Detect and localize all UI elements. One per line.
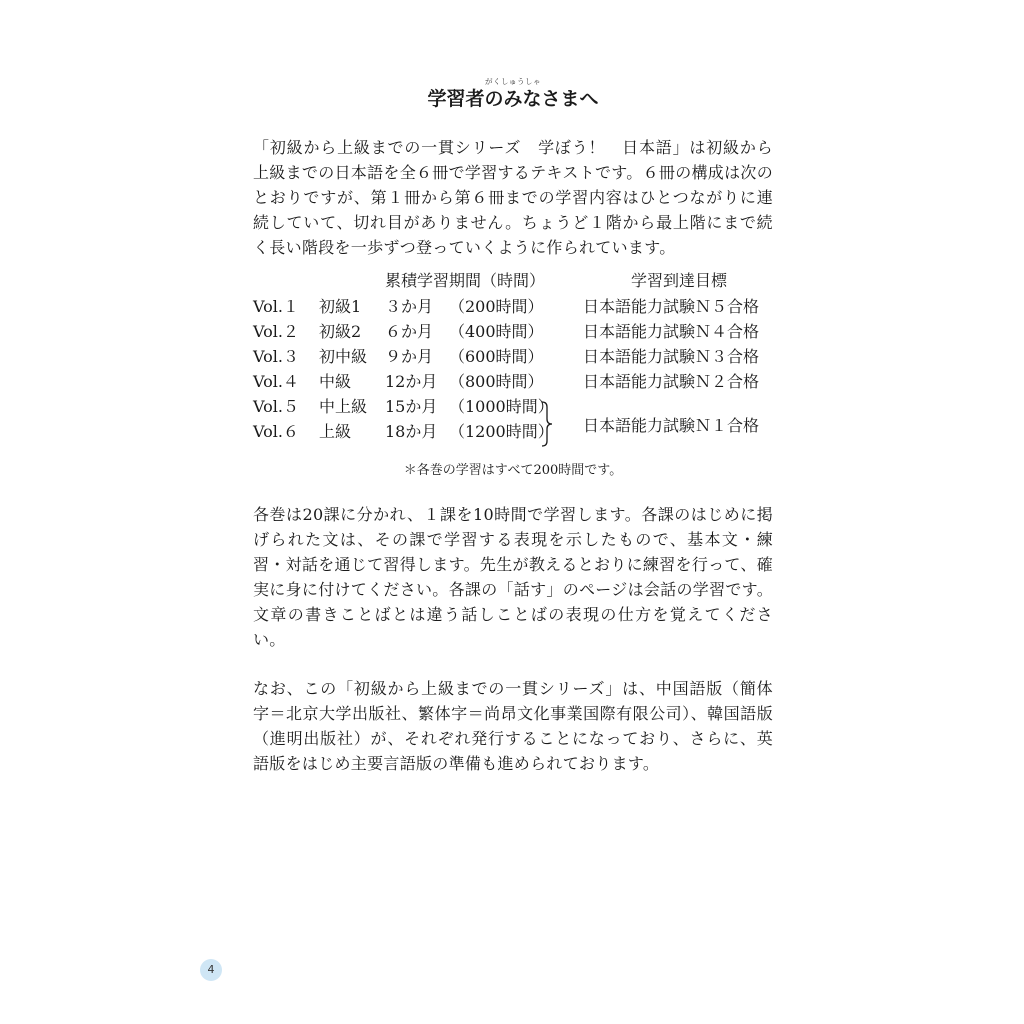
vol-label: Vol.２ xyxy=(253,321,299,341)
intro-paragraph: 「初級から上級までの一貫シリーズ 学ぼう！ 日本語」は初級から上級までの日本語を全６冊で学習するテキストです。６冊の構成は次のとおりですが、第１冊から第６冊までの学習内容はひとつながりに連続していて、切れ目がありません。ちょうど１階から最上階にまで続く長い階段を一歩ずつ登っていくように作られています。 xyxy=(253,137,774,257)
level-label: 中級 xyxy=(319,371,352,391)
lesson-paragraph: 各巻は20課に分かれ、１課を10時間で学習します。各課のはじめに掲げられた文は、その課で学習する表現を示したもので、基本文・練習・対話を通じて習得します。先生が教えるとおりに練習を行って、確実に身に付けてください。各課の「話す」のページは会話の学習です。文章の書きことばとは違う話しことばの表現の仕方を覚えてください。 xyxy=(253,504,774,649)
hours-label: （1200時間） xyxy=(449,421,554,441)
vol-label: Vol.１ xyxy=(253,296,299,316)
months-label: 12か月 xyxy=(385,371,438,391)
page-number-badge: 4 xyxy=(200,959,222,981)
goal-label: 日本語能力試験Ｎ３合格 xyxy=(583,346,760,366)
months-label: ３か月 xyxy=(385,296,434,316)
merged-goal-label: 日本語能力試験Ｎ１合格 xyxy=(583,415,760,435)
vol-label: Vol.５ xyxy=(253,396,299,416)
months-label: ９か月 xyxy=(385,346,434,366)
table-row xyxy=(253,319,773,344)
title-ruby: がくしゅうしゃ xyxy=(485,77,541,86)
level-label: 初級2 xyxy=(319,321,362,341)
vol-label: Vol.３ xyxy=(253,346,299,366)
table-row xyxy=(253,344,773,369)
level-label: 初級1 xyxy=(319,296,362,316)
editions-paragraph: なお、この「初級から上級までの一貫シリーズ」は、中国語版（簡体字＝北京大学出版社、繁体字＝尚昂文化事業国際有限公司）、韓国語版（進明出版社）が、それぞれ発行することになっており、さらに、英語版をはじめ主要言語版の準備も進められております。 xyxy=(253,678,773,773)
hours-note: ＊各巻の学習はすべて200時間です。 xyxy=(403,462,623,478)
level-label: 中上級 xyxy=(319,396,368,416)
header-period: 累積学習期間（時間） xyxy=(385,270,546,290)
hours-label: （400時間） xyxy=(449,321,544,341)
hours-label: （1000時間） xyxy=(449,396,554,416)
curly-brace-icon xyxy=(540,401,554,447)
months-label: 15か月 xyxy=(385,396,438,416)
page-title: 学習者のみなさまへ xyxy=(427,87,599,110)
goal-label: 日本語能力試験Ｎ５合格 xyxy=(583,296,760,316)
vol-label: Vol.４ xyxy=(253,371,299,391)
months-label: 18か月 xyxy=(385,421,438,441)
document-page xyxy=(253,78,773,776)
table-row xyxy=(253,369,773,394)
hours-label: （800時間） xyxy=(449,371,544,391)
goal-label: 日本語能力試験Ｎ２合格 xyxy=(583,371,760,391)
hours-label: （600時間） xyxy=(449,346,544,366)
goal-label: 日本語能力試験Ｎ４合格 xyxy=(583,321,760,341)
vol-label: Vol.６ xyxy=(253,421,299,441)
months-label: ６か月 xyxy=(385,321,434,341)
course-table xyxy=(253,270,773,454)
level-label: 上級 xyxy=(319,421,352,441)
header-goal: 学習到達目標 xyxy=(631,270,728,290)
hours-label: （200時間） xyxy=(449,296,544,316)
level-label: 初中級 xyxy=(319,346,368,366)
table-row xyxy=(253,294,773,319)
